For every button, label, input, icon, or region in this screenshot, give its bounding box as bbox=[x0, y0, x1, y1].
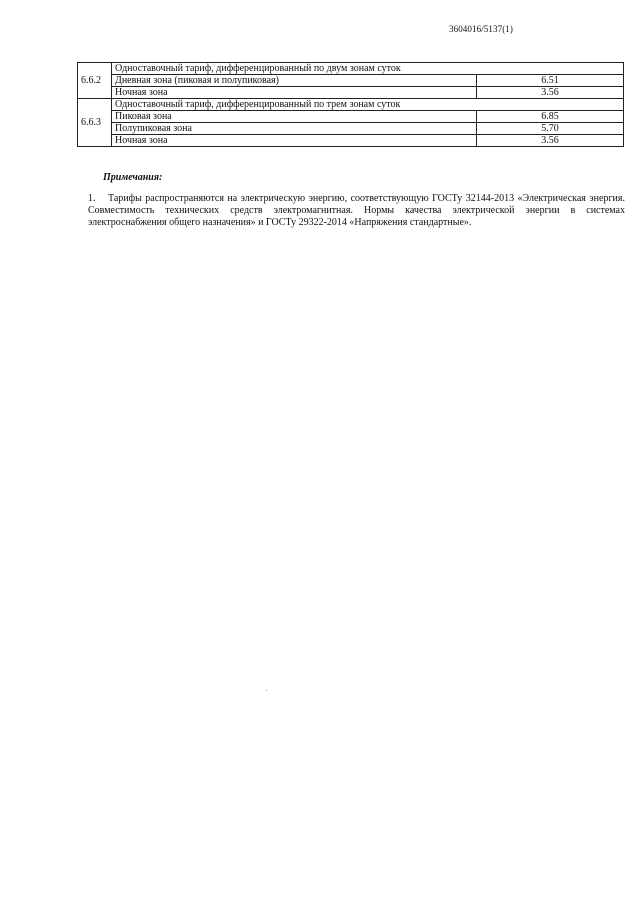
doc-number: 3604016/5137(1) bbox=[449, 24, 513, 34]
notes-title: Примечания: bbox=[103, 172, 163, 183]
section-code: 6.6.2 bbox=[78, 63, 112, 99]
table-row bbox=[78, 99, 624, 111]
note-number: 1. bbox=[88, 193, 96, 204]
zone-label: Дневная зона (пиковая и полупиковая) bbox=[112, 75, 477, 87]
zone-label: Ночная зона bbox=[112, 87, 477, 99]
table-row bbox=[78, 75, 624, 87]
zone-label: Ночная зона bbox=[112, 135, 477, 147]
section-heading: Одноставочный тариф, дифференцированный по трем зонам суток bbox=[112, 99, 624, 111]
table-row bbox=[78, 63, 624, 75]
table-row bbox=[78, 111, 624, 123]
tariff-value: 6.51 bbox=[477, 75, 624, 87]
tariff-value: 6.85 bbox=[477, 111, 624, 123]
zone-label: Пиковая зона bbox=[112, 111, 477, 123]
table-row bbox=[78, 87, 624, 99]
tariff-table bbox=[77, 62, 624, 147]
note-text: Тарифы распространяются на электрическую энергию, соответствующую ГОСТу 32144-2013 «Электрическая энергия. Совместимость технических средств электромагнитная. Нормы качества электрической энергии в системах электроснабжения общего назначения» и ГОСТу 29322-2014 «Напряжения стандартные». bbox=[88, 193, 625, 228]
scan-speck bbox=[266, 690, 267, 691]
tariff-value: 3.56 bbox=[477, 87, 624, 99]
table-row bbox=[78, 135, 624, 147]
note-item bbox=[88, 193, 625, 229]
zone-label: Полупиковая зона bbox=[112, 123, 477, 135]
tariff-value: 3.56 bbox=[477, 135, 624, 147]
section-heading: Одноставочный тариф, дифференцированный по двум зонам суток bbox=[112, 63, 624, 75]
section-code: 6.6.3 bbox=[78, 99, 112, 147]
tariff-value: 5.70 bbox=[477, 123, 624, 135]
table-row bbox=[78, 123, 624, 135]
